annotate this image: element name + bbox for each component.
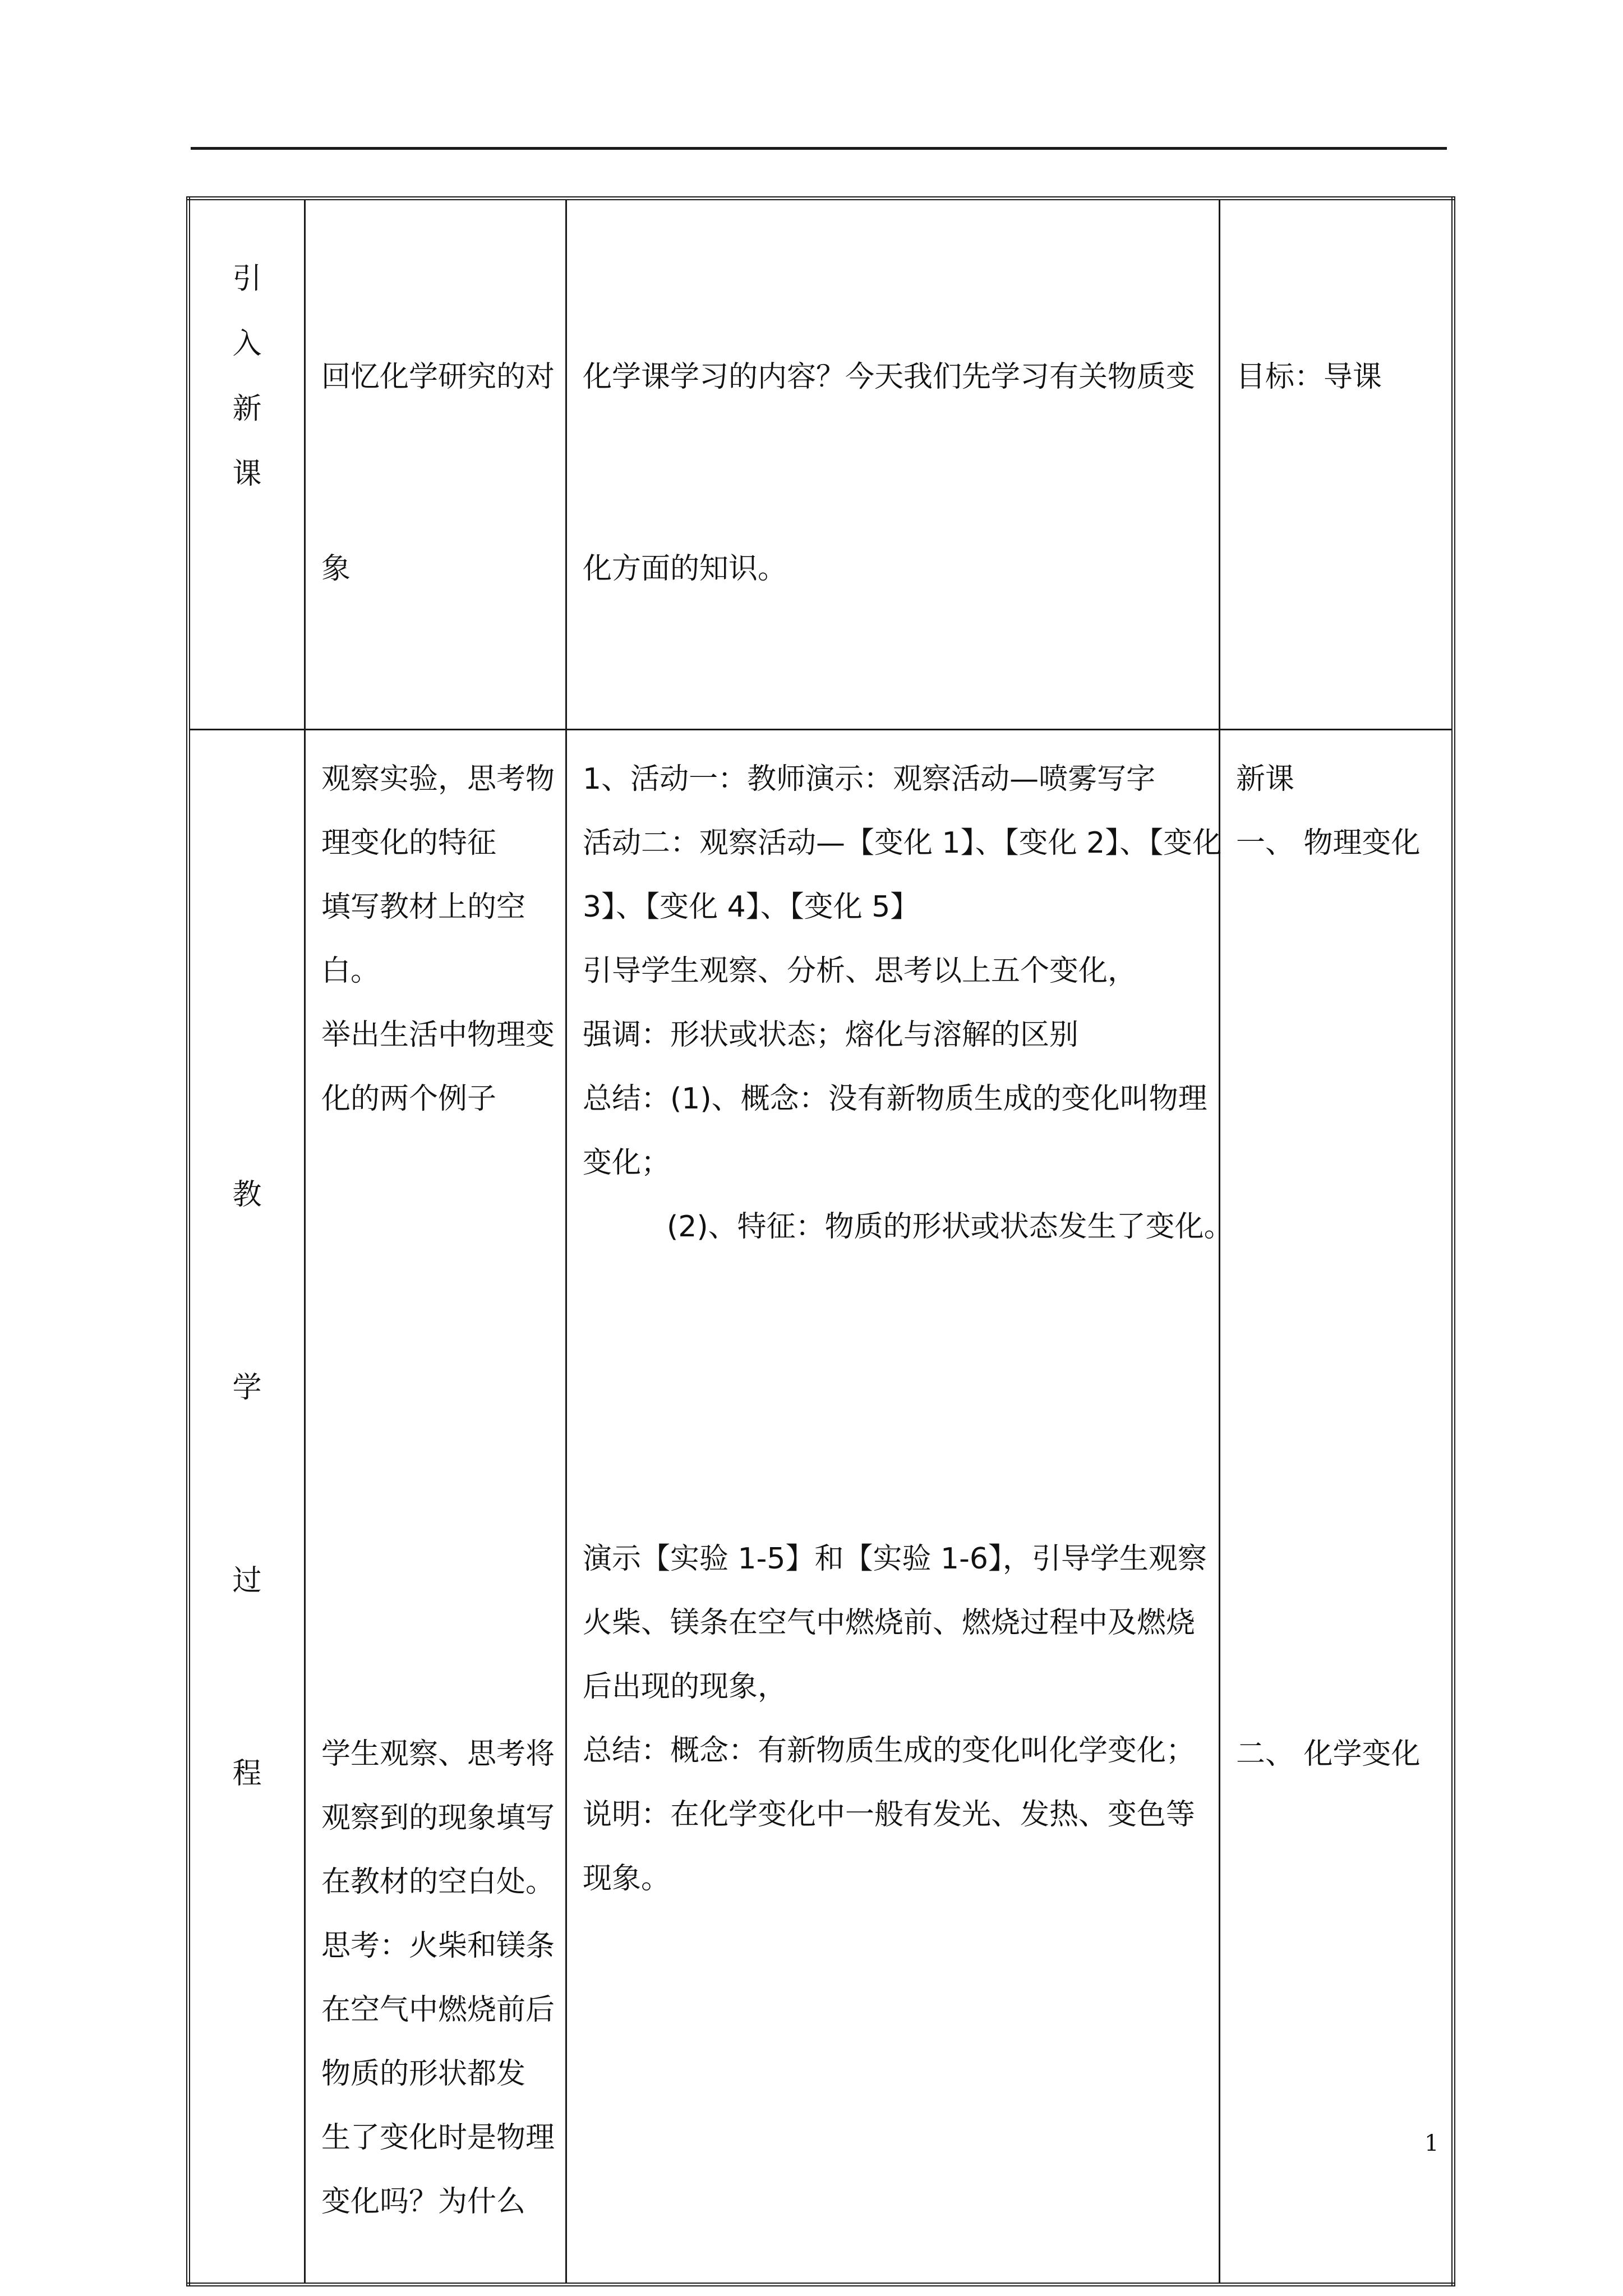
stage-char: 学: [232, 1371, 262, 1405]
stage-char: 教: [232, 1178, 262, 1212]
note-block-chemical: [1236, 1722, 1446, 1786]
teacher-activity-cell-process: [566, 730, 1233, 2285]
note-block-physical: [1236, 747, 1446, 875]
teacher-block-chemical: [583, 1527, 1213, 1911]
stage-char: 新: [232, 392, 262, 426]
student-block-chemical: [321, 1722, 560, 2234]
text-line: 观察到的现象填写: [321, 1801, 555, 1835]
stage-char: 引: [232, 262, 262, 296]
text-line: 二、 化学变化: [1236, 1737, 1421, 1771]
text-line: 说明：在化学变化中一般有发光、发热、变色等: [583, 1798, 1196, 1832]
text-line: 白。: [321, 954, 380, 988]
text-line: 在教材的空白处。: [321, 1865, 555, 1899]
intro-row: [188, 199, 1454, 730]
text-line: 填写教材上的空: [321, 890, 526, 924]
text-line: 目标：导课: [1236, 360, 1382, 394]
stage-char: 入: [232, 327, 262, 361]
stage-char: 课: [232, 457, 262, 491]
student-activity-cell-process: [305, 730, 566, 2285]
stage-char: 程: [232, 1757, 262, 1791]
header-rule: [191, 147, 1447, 150]
text-line: 强调：形状或状态；熔化与溶解的区别: [583, 1018, 1079, 1052]
text-line: 变化；: [583, 1146, 671, 1180]
student-block-physical: [321, 747, 560, 1131]
text-line: 1、活动一：教师演示：观察活动—喷雾写字: [583, 762, 1156, 796]
text-line: 象: [321, 552, 351, 586]
text-line: 3】、【变化 4】、【变化 5】: [583, 890, 920, 924]
text-line: 后出现的现象，: [583, 1670, 787, 1704]
text-line: 物质的形状都发: [321, 2057, 526, 2091]
text-line: 回忆化学研究的对: [321, 360, 555, 394]
text-line: 活动二：观察活动—【变化 1】、【变化 2】、【变化: [583, 826, 1222, 860]
text-line: 火柴、镁条在空气中燃烧前、燃烧过程中及燃烧: [583, 1606, 1196, 1640]
text-line: 在空气中燃烧前后: [321, 1993, 555, 2027]
stage-cell-process: [188, 730, 305, 2285]
text-line: 观察实验，思考物: [321, 762, 555, 796]
text-line: 生了变化时是物理: [321, 2121, 555, 2155]
page-number: 1: [1424, 2131, 1439, 2156]
teacher-block-physical: [583, 747, 1233, 1259]
text-line: (2)、特征：物质的形状或状态发生了变化。: [667, 1210, 1233, 1244]
text-line: 理变化的特征: [321, 826, 497, 860]
text-line: 引导学生观察、分析、思考以上五个变化，: [583, 954, 1137, 988]
text-line: 化的两个例子: [321, 1082, 497, 1116]
text-line: 总结：(1)、概念：没有新物质生成的变化叫物理: [583, 1082, 1207, 1116]
lesson-plan-table: [186, 196, 1455, 2286]
text-line: 化方面的知识。: [583, 552, 787, 586]
note-cell-process: [1220, 730, 1454, 2285]
stage-cell-intro: [188, 199, 305, 730]
text-line: 学生观察、思考将: [321, 1737, 555, 1771]
text-line: 演示【实验 1-5】和【实验 1-6】，引导学生观察: [583, 1542, 1207, 1576]
text-line: 一、 物理变化: [1236, 826, 1421, 860]
text-line: 现象。: [583, 1862, 671, 1895]
text-line: 化学课学习的内容？今天我们先学习有关物质变: [583, 360, 1196, 394]
note-cell-intro: [1220, 199, 1454, 730]
student-activity-cell-intro: [305, 199, 566, 730]
text-line: 思考：火柴和镁条: [321, 1929, 555, 1963]
text-line: 变化吗？为什么: [321, 2185, 526, 2219]
text-line: 举出生活中物理变: [321, 1018, 555, 1052]
text-line: 新课: [1236, 762, 1295, 796]
process-row: [188, 730, 1454, 2285]
teacher-activity-cell-intro: [566, 199, 1220, 730]
text-line: 总结：概念：有新物质生成的变化叫化学变化；: [583, 1734, 1196, 1768]
stage-char: 过: [232, 1564, 262, 1598]
